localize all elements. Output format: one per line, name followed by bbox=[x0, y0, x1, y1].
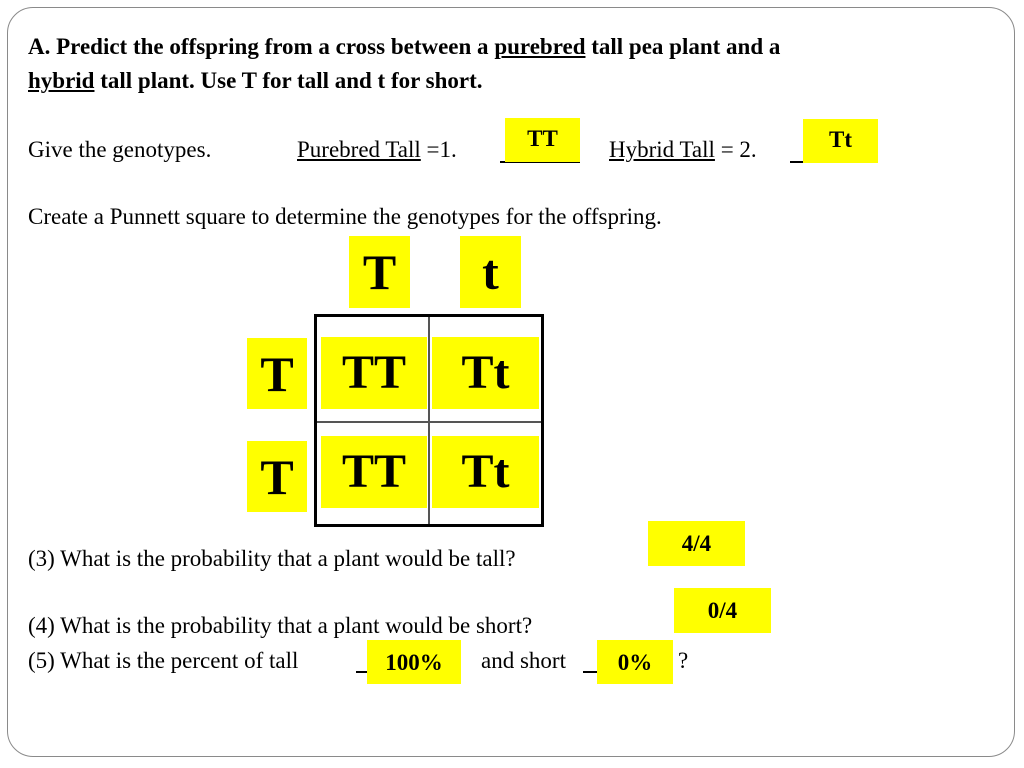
question-5-prefix: (5) What is the percent of tall bbox=[28, 648, 299, 673]
punnett-cell-2-2: Tt bbox=[432, 436, 539, 508]
punnett-cell-1-1: TT bbox=[321, 337, 427, 409]
question-5-middle: and short bbox=[481, 648, 566, 673]
heading-text: tall plant. Use T for tall and t for short. bbox=[94, 68, 483, 93]
punnett-cell-1-2: Tt bbox=[432, 337, 539, 409]
hybrid-term: hybrid bbox=[28, 68, 95, 93]
hybrid-tall-label: Hybrid Tall bbox=[609, 137, 715, 162]
q5-short-answer-box: 0% bbox=[597, 640, 673, 684]
hybrid-tall-line bbox=[609, 138, 757, 161]
q5-tall-answer-box: 100% bbox=[367, 640, 461, 684]
punnett-divider-horizontal bbox=[317, 421, 541, 423]
top-allele-2: t bbox=[460, 236, 521, 308]
question-4: (4) What is the probability that a plant would be short? bbox=[28, 613, 533, 638]
hybrid-answer-box: Tt bbox=[803, 119, 878, 163]
hybrid-tall-number: = 2. bbox=[714, 137, 757, 162]
q4-answer-box: 0/4 bbox=[674, 588, 771, 633]
purebred-tall-number: =1. bbox=[420, 137, 457, 162]
purebred-tall-label: Purebred Tall bbox=[297, 137, 421, 162]
side-allele-1: T bbox=[247, 338, 307, 409]
question-3: (3) What is the probability that a plant would be tall? bbox=[28, 546, 516, 571]
purebred-term: purebred bbox=[494, 34, 586, 59]
q3-answer-box: 4/4 bbox=[648, 521, 745, 566]
heading-text: tall pea plant and a bbox=[585, 34, 781, 59]
heading-line-2 bbox=[28, 69, 483, 92]
purebred-answer-box: TT bbox=[505, 118, 580, 162]
question-5-suffix: ? bbox=[678, 648, 689, 673]
top-allele-1: T bbox=[349, 236, 410, 308]
purebred-tall-line bbox=[297, 138, 457, 161]
side-allele-2: T bbox=[247, 441, 307, 512]
punnett-instruction: Create a Punnett square to determine the genotypes for the offspring. bbox=[28, 204, 662, 229]
heading-line-1 bbox=[28, 35, 780, 58]
genotypes-label: Give the genotypes. bbox=[28, 137, 212, 162]
heading-text: A. Predict the offspring from a cross between a bbox=[28, 34, 495, 59]
punnett-cell-2-1: TT bbox=[321, 436, 427, 508]
